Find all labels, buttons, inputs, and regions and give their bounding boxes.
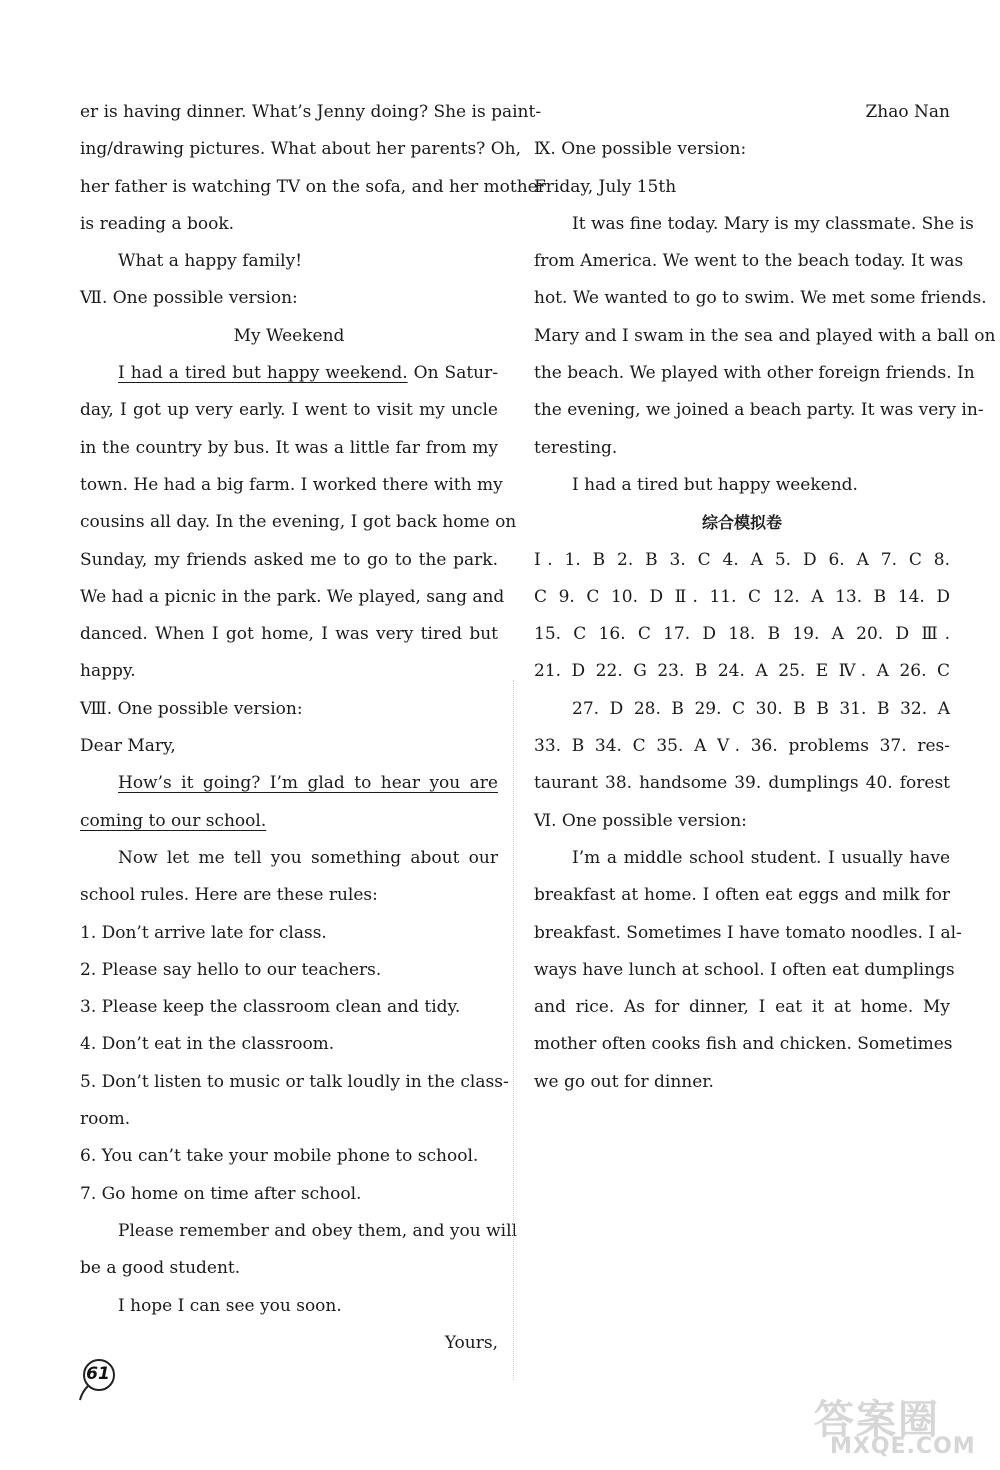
text-line: teresting. xyxy=(534,437,618,458)
text-line: breakfast at home. I often eat eggs and milk for xyxy=(534,885,950,906)
text-line: er is having dinner. What’s Jenny doing? She is paint- xyxy=(80,102,542,122)
text-line xyxy=(80,355,498,392)
rule-item: 2. Please say hello to our teachers. xyxy=(80,959,382,980)
answer-line: Ⅰ. 1. B 2. B 3. C 4. A 5. D 6. A 7. C 8. xyxy=(534,549,950,570)
watermark-url: MXQE.COM xyxy=(830,1434,976,1459)
text-line: room. xyxy=(80,1109,131,1130)
text-line xyxy=(80,765,498,802)
answer-line: 27. D 28. B 29. C 30. B B 31. B 32. A xyxy=(572,698,950,719)
text-line: and rice. As for dinner, I eat it at home. My xyxy=(534,997,950,1018)
letter-salutation: Dear Mary, xyxy=(80,736,176,757)
underlined-sentence: I had a tired but happy weekend. xyxy=(118,363,408,384)
section-heading: Ⅸ. One possible version: xyxy=(534,139,747,160)
underlined-sentence: coming to our school. xyxy=(80,810,267,831)
answer-line: taurant 38. handsome 39. dumplings 40. forest xyxy=(534,773,950,794)
letter-signature: Zhao Nan xyxy=(865,102,950,122)
rule-item: 5. Don’t listen to music or talk loudly in the class- xyxy=(80,1071,509,1092)
text-line: is reading a book. xyxy=(80,213,235,234)
text-line: ways have lunch at school. I often eat dumplings xyxy=(534,959,955,980)
rule-item: 1. Don’t arrive late for class. xyxy=(80,922,327,943)
text-line: I had a tired but happy weekend. xyxy=(572,474,858,495)
text-fragment: On Satur- xyxy=(407,363,498,384)
rule-item: 4. Don’t eat in the classroom. xyxy=(80,1034,335,1055)
text-line: hot. We wanted to go to swim. We met some friends. xyxy=(534,288,987,309)
text-line: Now let me tell you something about our xyxy=(118,847,498,868)
text-line: breakfast. Sometimes I have tomato noodles. I al- xyxy=(534,922,962,943)
text-line: in the country by bus. It was a little far from my xyxy=(80,437,498,458)
column-divider xyxy=(513,680,514,1380)
text-line xyxy=(80,803,498,840)
text-line: Sunday, my friends asked me to go to the park. xyxy=(80,549,498,570)
text-line: We had a picnic in the park. We played, sang and xyxy=(80,586,505,607)
text-line: the beach. We played with other foreign friends. In xyxy=(534,363,975,384)
answer-line: 21. D 22. G 23. B 24. A 25. E Ⅳ. A 26. C xyxy=(534,661,950,682)
text-line: It was fine today. Mary is my classmate. She is xyxy=(572,213,974,234)
text-line: danced. When I got home, I was very tired but xyxy=(80,624,498,645)
text-line: from America. We went to the beach today. It was xyxy=(534,251,964,272)
text-line: day, I got up very early. I went to visit my uncle xyxy=(80,400,498,421)
rule-item: 6. You can’t take your mobile phone to school. xyxy=(80,1146,479,1167)
underlined-sentence: How’s it going? I’m glad to hear you are xyxy=(118,773,498,794)
rule-item: 7. Go home on time after school. xyxy=(80,1183,362,1204)
section-heading: Ⅷ. One possible version: xyxy=(80,698,303,719)
watermark-logo-text: 答案圈 xyxy=(814,1397,940,1443)
answer-line: 15. C 16. C 17. D 18. B 19. A 20. D Ⅲ. xyxy=(534,624,950,645)
answer-line: C 9. C 10. D Ⅱ. 11. C 12. A 13. B 14. D xyxy=(534,586,950,607)
diary-date: Friday, July 15th xyxy=(534,176,677,197)
letter-closing: Yours, xyxy=(444,1332,498,1353)
answer-line: 33. B 34. C 35. A Ⅴ. 36. problems 37. res- xyxy=(534,736,950,757)
text-line: be a good student. xyxy=(80,1258,241,1279)
text-line: Please remember and obey them, and you will xyxy=(118,1220,517,1241)
text-line: school rules. Here are these rules: xyxy=(80,885,378,906)
text-line: town. He had a big farm. I worked there with my xyxy=(80,474,503,495)
text-line: Mary and I swam in the sea and played with a ball on xyxy=(534,325,996,346)
rule-item: 3. Please keep the classroom clean and tidy. xyxy=(80,997,461,1018)
section-title: 综合模拟卷 xyxy=(701,513,782,533)
left-column xyxy=(80,94,546,1362)
text-line: her father is watching TV on the sofa, and her mother xyxy=(80,176,546,197)
page-number: 61 xyxy=(86,1364,110,1384)
text-line: What a happy family! xyxy=(118,251,303,272)
text-line: I’m a middle school student. I usually have xyxy=(572,847,950,868)
essay-title: My Weekend xyxy=(233,325,345,346)
text-line: cousins all day. In the evening, I got back home on xyxy=(80,512,517,533)
section-heading: Ⅵ. One possible version: xyxy=(534,810,747,831)
text-line: mother often cooks fish and chicken. Sometimes xyxy=(534,1034,953,1055)
section-heading: Ⅶ. One possible version: xyxy=(80,288,298,309)
right-column xyxy=(534,94,996,1101)
text-line: ing/drawing pictures. What about her parents? Oh, xyxy=(80,139,521,160)
text-line: the evening, we joined a beach party. It was very in- xyxy=(534,400,984,421)
page-number-badge xyxy=(78,1358,118,1398)
text-line: happy. xyxy=(80,661,136,682)
watermark xyxy=(808,1388,988,1468)
text-line: we go out for dinner. xyxy=(534,1071,714,1092)
text-line: I hope I can see you soon. xyxy=(118,1295,342,1316)
